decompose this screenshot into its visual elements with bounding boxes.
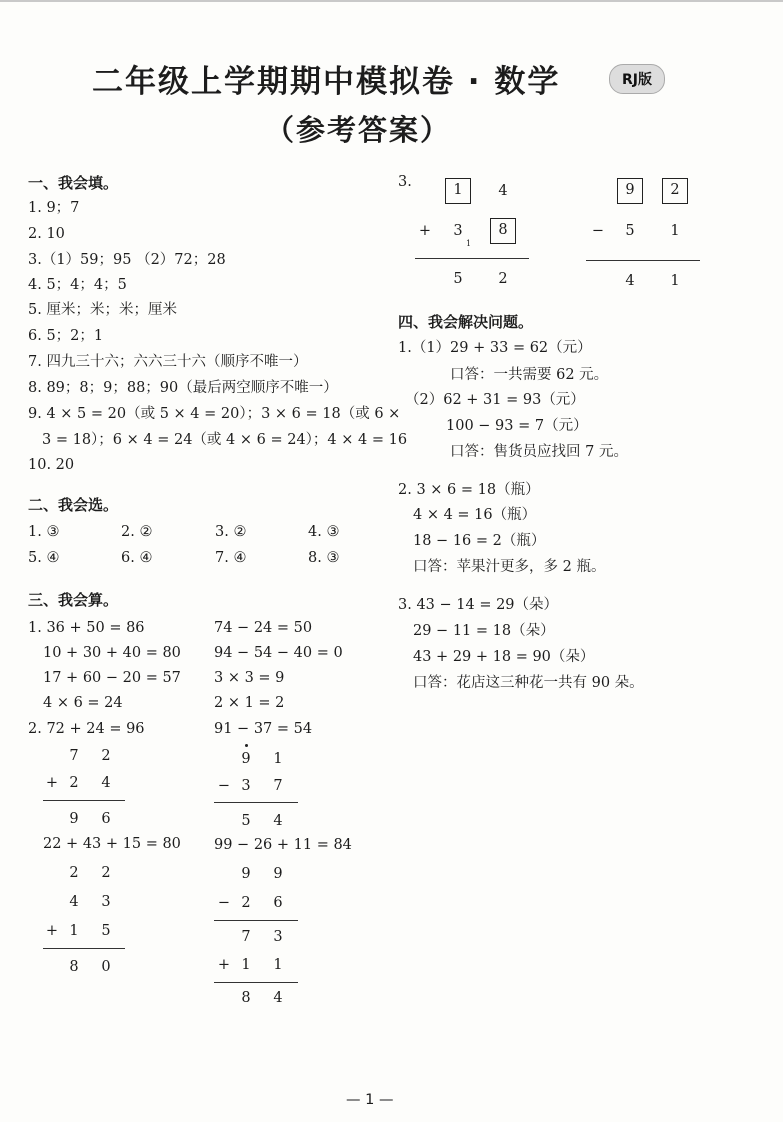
digit: 1 [69, 923, 79, 939]
page-title: 二年级上学期期中模拟卷 · 数学 [92, 64, 561, 100]
top-edge-line [0, 0, 783, 2]
digit: 5 [453, 271, 463, 287]
digit: 9 [273, 866, 283, 882]
answer-box: 2 [662, 178, 688, 204]
digit: 3 [101, 894, 111, 910]
answer-statement: 口答：苹果汁更多，多 2 瓶。 [413, 559, 606, 575]
page-subtitle: （参考答案） [265, 113, 452, 147]
choice-answer: 3. ② [215, 524, 247, 540]
digit: 8 [69, 959, 79, 975]
answer-line: 2. 10 [28, 226, 65, 242]
digit: 5 [101, 923, 111, 939]
difference-line [214, 802, 298, 803]
digit: 4 [498, 183, 508, 199]
digit: 2 [69, 865, 79, 881]
choice-answer: 8. ③ [308, 550, 340, 566]
choice-answer: 2. ② [121, 524, 153, 540]
equation: 91 − 37 = 54 [214, 721, 313, 737]
equation: 2 × 1 = 2 [214, 695, 285, 711]
digit: 4 [69, 894, 79, 910]
question-number: 3. [398, 174, 412, 190]
digit: 2 [101, 865, 111, 881]
digit: 3 [273, 929, 283, 945]
section-heading-solve: 四、我会解决问题。 [398, 313, 534, 331]
digit: 9 [241, 866, 251, 882]
answer-line: 3 = 18）；6 × 4 = 24（或 4 × 6 = 24）；4 × 4 = 16 [42, 432, 408, 448]
answer-line: 8. 89；8；9；88；90（最后两空顺序不唯一） [28, 380, 338, 396]
digit: 2 [101, 748, 111, 764]
digit: 5 [625, 223, 635, 239]
operator: − [217, 778, 231, 794]
choice-answer: 1. ③ [28, 524, 60, 540]
answer-box: 9 [617, 178, 643, 204]
operator: + [45, 923, 59, 939]
section-heading-choose: 二、我会选。 [28, 496, 119, 514]
digit: 7 [273, 778, 283, 794]
choice-answer: 4. ③ [308, 524, 340, 540]
answer-line: 1. 9；7 [28, 200, 80, 216]
answer-statement: 口答：一共需要 62 元。 [450, 367, 609, 383]
equation: 99 − 26 + 11 = 84 [214, 837, 352, 853]
operator: + [217, 957, 231, 973]
sum-line [415, 258, 529, 259]
choice-answer: 6. ④ [121, 550, 153, 566]
solution-line: 100 − 93 = 7（元） [446, 418, 588, 434]
operator: + [45, 775, 59, 791]
solution-line: 3. 43 − 14 = 29（朵） [398, 597, 559, 613]
equation: 2. 72 + 24 = 96 [28, 721, 145, 737]
page-number: — 1 — [346, 1092, 394, 1108]
digit: 6 [101, 811, 111, 827]
sum-line [43, 948, 125, 949]
answer-line: 3.（1）59；95 （2）72；28 [28, 252, 226, 268]
choice-answer: 7. ④ [215, 550, 247, 566]
operator: − [217, 895, 231, 911]
answer-statement: 口答：售货员应找回 7 元。 [450, 444, 628, 460]
answer-line: 7. 四九三十六；六六三十六（顺序不唯一） [28, 354, 308, 370]
digit: 6 [273, 895, 283, 911]
equation: 17 + 60 − 20 = 57 [43, 670, 181, 686]
solution-line: 43 + 29 + 18 = 90（朵） [413, 649, 595, 665]
answer-line: 9. 4 × 5 = 20（或 5 × 4 = 20）；3 × 6 = 18（或 6 × [28, 406, 401, 422]
answer-line: 5. 厘米；米；米；厘米 [28, 302, 177, 318]
difference-line [586, 260, 700, 261]
choice-answer: 5. ④ [28, 550, 60, 566]
digit: 9 [69, 811, 79, 827]
equation: 4 × 6 = 24 [43, 695, 123, 711]
digit: 1 [670, 273, 680, 289]
digit: 2 [498, 271, 508, 287]
digit: 1 [670, 223, 680, 239]
digit: 4 [273, 813, 283, 829]
edition-badge: RJ版 [609, 64, 665, 94]
answer-box: 8 [490, 218, 516, 244]
digit: 9 [241, 751, 251, 767]
digit: 7 [69, 748, 79, 764]
sum-line [43, 800, 125, 801]
equation: 3 × 3 = 9 [214, 670, 285, 686]
solution-line: 29 − 11 = 18（朵） [413, 623, 555, 639]
digit: 3 [453, 223, 463, 239]
digit: 5 [241, 813, 251, 829]
borrow-dot [245, 744, 248, 747]
difference-line [214, 920, 298, 921]
digit: 0 [101, 959, 111, 975]
equation: 94 − 54 − 40 = 0 [214, 645, 343, 661]
answer-line: 10. 20 [28, 457, 75, 473]
equation: 10 + 30 + 40 = 80 [43, 645, 181, 661]
answer-statement: 口答：花店这三种花一共有 90 朵。 [413, 675, 644, 691]
operator: − [591, 223, 605, 239]
digit: 2 [241, 895, 251, 911]
solution-line: （2）62 + 31 = 93（元） [405, 392, 585, 408]
sum-line [214, 982, 298, 983]
digit: 4 [101, 775, 111, 791]
digit: 1 [273, 957, 283, 973]
digit: 4 [273, 990, 283, 1006]
equation: 1. 36 + 50 = 86 [28, 620, 145, 636]
solution-line: 18 − 16 = 2（瓶） [413, 533, 546, 549]
digit: 4 [625, 273, 635, 289]
answer-box: 1 [445, 178, 471, 204]
operator: + [418, 223, 432, 239]
answer-line: 6. 5；2；1 [28, 328, 104, 344]
solution-line: 4 × 4 = 16（瓶） [413, 507, 537, 523]
digit: 7 [241, 929, 251, 945]
equation: 22 + 43 + 15 = 80 [43, 836, 181, 852]
equation: 74 − 24 = 50 [214, 620, 313, 636]
digit: 3 [241, 778, 251, 794]
digit: 2 [69, 775, 79, 791]
section-heading-fill: 一、我会填。 [28, 174, 119, 192]
digit: 8 [241, 990, 251, 1006]
solution-line: 1.（1）29 + 33 = 62（元） [398, 340, 592, 356]
solution-line: 2. 3 × 6 = 18（瓶） [398, 482, 540, 498]
section-heading-calculate: 三、我会算。 [28, 591, 119, 609]
carry-mark: 1 [466, 239, 472, 248]
digit: 1 [241, 957, 251, 973]
digit: 1 [273, 751, 283, 767]
answer-line: 4. 5；4；4；5 [28, 277, 127, 293]
